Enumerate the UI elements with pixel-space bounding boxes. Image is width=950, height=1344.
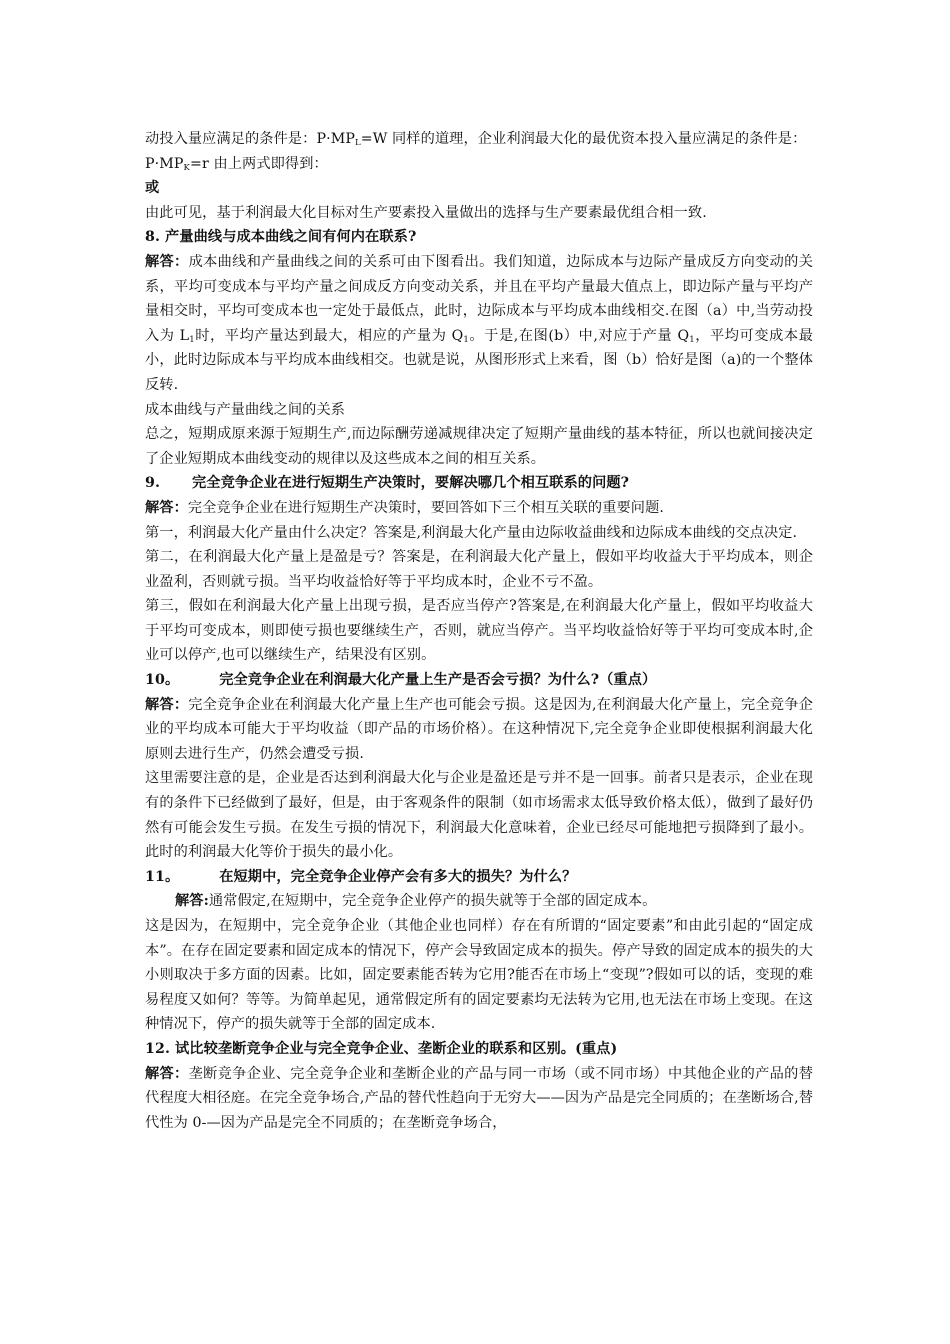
question-12-title: 12. 试比较垄断竞争企业与完全竞争企业、垄断企业的联系和区别。(重点) bbox=[145, 1040, 618, 1057]
answer-label: 解答： bbox=[145, 696, 189, 713]
question-11-title: 11。 在短期中，完全竞争企业停产会有多大的损失？为什么？ bbox=[145, 868, 577, 885]
question-9-point-1: 第一，利润最大化产量由什么决定？答案是,利润最大化产量由边际收益曲线和边际成本曲线的交点决定. bbox=[145, 524, 798, 541]
document-page bbox=[145, 127, 813, 1135]
question-8-summary: 总之，短期成原来源于短期生产,而边际酬劳递减规律决定了短期产量曲线的基本特征，所以也就间接决定了企业短期成本曲线变动的规律以及这些成本之间的相互关系。 bbox=[145, 426, 813, 467]
question-8-answer: 解答：成本曲线和产量曲线之间的关系可由下图看出。我们知道，边际成本与边际产量成反方向变动的关系，平均可变成本与平均产量之间成反方向变动关系，并且在平均产量最大值点上，即边际产量与平均产量相交时，平均可变成本也一定处于最低点，此时，边际成本与平均成本曲线相交.在图（a）中,当劳动投入为 $L_1$时，平均产量达到最大，相应的产量为 $Q_1$。于是,在图(b）中,对应于产量 $Q_1$，平均可变成本最小，此时边际成本与平均成本曲线相交。也就是说，从图形形式上来看，图（b）恰好是图（a)的一个整体反转. bbox=[145, 253, 813, 393]
question-9-title: 9. 完全竞争企业在进行短期生产决策时，要解决哪几个相互联系的问题? bbox=[145, 475, 630, 492]
question-9-point-3: 第三，假如在利润最大化产量上出现亏损，是否应当停产?答案是,在利润最大化产量上，假如平均收益大于平均可变成本，则即使亏损也要继续生产，否则，就应当停产。当平均收益恰好等于平均可变成本时,企业可以停产,也可以继续生产，结果没有区别。 bbox=[145, 598, 813, 664]
question-10-note: 这里需要注意的是，企业是否达到利润最大化与企业是盈还是亏并不是一回事。前者只是表示，企业在现有的条件下已经做到了最好，但是，由于客观条件的限制（如市场需求太低导致价格太低），做到了最好仍然有可能会发生亏损。在发生亏损的情况下，利润最大化意味着，企业已经尽可能地把亏损降到了最小。此时的利润最大化等价于损失的最小化。 bbox=[145, 770, 813, 861]
question-8-title: 8. 产量曲线与成本曲线之间有何内在联系? bbox=[145, 229, 417, 246]
figure-caption: 成本曲线与产量曲线之间的关系 bbox=[145, 401, 346, 418]
paragraph-or: 或 bbox=[145, 180, 160, 197]
question-10-title: 10。 完全竞争企业在利润最大化产量上生产是否会亏损？为什么?（重点） bbox=[145, 672, 657, 689]
question-10-answer: 解答：完全竞争企业在利润最大化产量上生产也可能会亏损。这是因为,在利润最大化产量上，完全竞争企业的平均成本可能大于平均收益（即产品的市场价格）。在这种情况下,完全竞争企业即使根据利润最大化原则去进行生产，仍然会遭受亏损. bbox=[145, 696, 813, 762]
answer-label: 解答: bbox=[175, 893, 209, 910]
question-9-point-2: 第二，在利润最大化产量上是盈是亏？答案是，在利润最大化产量上，假如平均收益大于平均成本，则企业盈利，否则就亏损。当平均收益恰好等于平均成本时，企业不亏不盈。 bbox=[145, 549, 813, 590]
paragraph-intro-1: 动投入量应满足的条件是：$P\cdot MP_L=W$ 同样的道理，企业利润最大化的最优资本投入量应满足的条件是： bbox=[145, 131, 807, 148]
question-12-answer: 解答：垄断竞争企业、完全竞争企业和垄断企业的产品与同一市场（或不同市场）中其他企业的产品的替代程度大相径庭。在完全竞争场合,产品的替代性趋向于无穷大——因为产品是完全同质的；在垄断场合,替代性为 0-—因为产品是完全不同质的；在垄断竞争场合， bbox=[145, 1065, 813, 1131]
answer-label: 解答： bbox=[145, 253, 189, 270]
question-9-answer: 解答：完全竞争企业在进行短期生产决策时，要回答如下三个相互关联的重要问题. bbox=[145, 499, 664, 516]
answer-label: 解答： bbox=[145, 499, 188, 516]
paragraph-intro-2: $P\cdot MP_K=r$ 由上两式即得到： bbox=[145, 155, 328, 173]
paragraph-intro-3: 由此可见，基于利润最大化目标对生产要素投入量做出的选择与生产要素最优组合相一致. bbox=[145, 204, 707, 221]
question-11-answer: 解答:通常假定,在短期中，完全竞争企业停产的损失就等于全部的固定成本。 bbox=[175, 893, 657, 910]
answer-label: 解答： bbox=[145, 1065, 189, 1082]
question-11-explanation: 这是因为，在短期中，完全竞争企业（其他企业也同样）存在有所谓的“固定要素”和由此引起的“固定成本”。在存在固定要素和固定成本的情况下，停产会导致固定成本的损失。停产导致的固定成本的损失的大小则取决于多方面的因素。比如，固定要素能否转为它用?能否在市场上“变现”?假如可以的话，变现的难易程度又如何？等等。为简单起见，通常假定所有的固定要素均无法转为它用,也无法在市场上变现。在这种情况下，停产的损失就等于全部的固定成本. bbox=[145, 918, 813, 1033]
